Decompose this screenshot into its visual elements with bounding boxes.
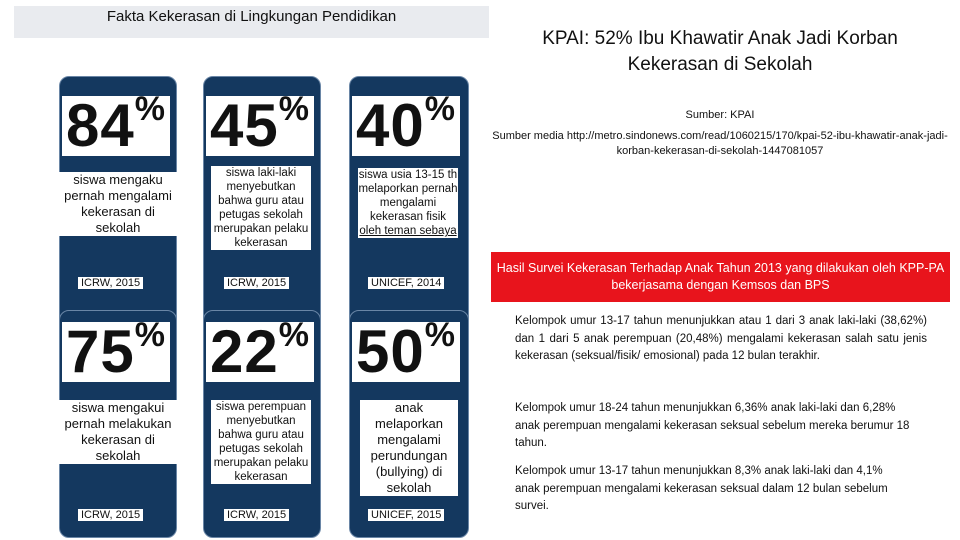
stat-3-description-main: siswa usia 13-15 th melaporkan pernah mengalami kekerasan fisik xyxy=(358,169,458,223)
header-banner xyxy=(14,6,489,38)
page-title: Fakta Kekerasan di Lingkungan Pendidikan xyxy=(106,7,397,25)
article-title: KPAI: 52% Ibu Khawatir Anak Jadi Korban Kekerasan di Sekolah xyxy=(542,28,898,75)
stat-2-percent: 45% xyxy=(206,96,314,156)
stat-5-description: siswa perempuan menyebutkan bahwa guru atau petugas sekolah merupakan pelaku kekerasan xyxy=(211,400,311,484)
stat-2-source: ICRW, 2015 xyxy=(224,277,289,289)
finding-1: Kelompok umur 13-17 tahun menunjukkan atau 1 dari 3 anak laki-laki (38,62%) dan 1 dari 5 anak perempuan (20,48%) mengalami kekerasan salah satu jenis kekerasan (seksual/fisik/ emosional) pada 12 bulan terakhir. xyxy=(515,315,927,362)
survey-title-banner xyxy=(491,252,950,302)
media-source-link[interactable]: Sumber media http://metro.sindonews.com/read/1060215/170/kpai-52-ibu-khawatir-anak-jadi-korban-kekerasan-di-sekolah-1447081057 xyxy=(492,130,948,157)
stat-5-source: ICRW, 2015 xyxy=(224,509,289,521)
finding-2: Kelompok umur 18-24 tahun menunjukkan 6,36% anak laki-laki dan 6,28% anak perempuan mengalami kekerasan seksual sebelum mereka berumur 18 tahun. xyxy=(515,402,910,449)
stat-1-percent: 84% xyxy=(62,96,170,156)
stat-3-source: UNICEF, 2014 xyxy=(368,277,444,289)
stat-5-percent: 22% xyxy=(206,322,314,382)
stat-6-percent: 50% xyxy=(352,322,460,382)
stat-1-description: siswa mengaku pernah mengalami kekerasan di sekolah xyxy=(59,172,177,236)
stat-3-description-underlined: oleh teman sebaya xyxy=(359,225,457,237)
stat-4-percent: 75% xyxy=(62,322,170,382)
stat-6-source: UNICEF, 2015 xyxy=(368,509,444,521)
stat-3-percent: 40% xyxy=(352,96,460,156)
stat-3-description xyxy=(358,168,458,238)
article-source: Sumber: KPAI xyxy=(685,109,755,121)
stat-1-source: ICRW, 2015 xyxy=(78,277,143,289)
survey-title: Hasil Survei Kekerasan Terhadap Anak Tahun 2013 yang dilakukan oleh KPP-PA bekerjasama dengan Kemsos dan BPS xyxy=(496,261,945,292)
finding-3: Kelompok umur 13-17 tahun menunjukkan 8,3% anak laki-laki dan 4,1% anak perempuan mengalami kekerasan seksual dalam 12 bulan sebelum survei. xyxy=(515,465,888,512)
stat-2-description: siswa laki-laki menyebutkan bahwa guru atau petugas sekolah merupakan pelaku kekerasan xyxy=(211,166,311,250)
stat-6-description: anak melaporkan mengalami perundungan (bullying) di sekolah xyxy=(360,400,458,496)
stat-4-source: ICRW, 2015 xyxy=(78,509,143,521)
stat-4-description: siswa mengakui pernah melakukan kekerasan di sekolah xyxy=(59,400,177,464)
